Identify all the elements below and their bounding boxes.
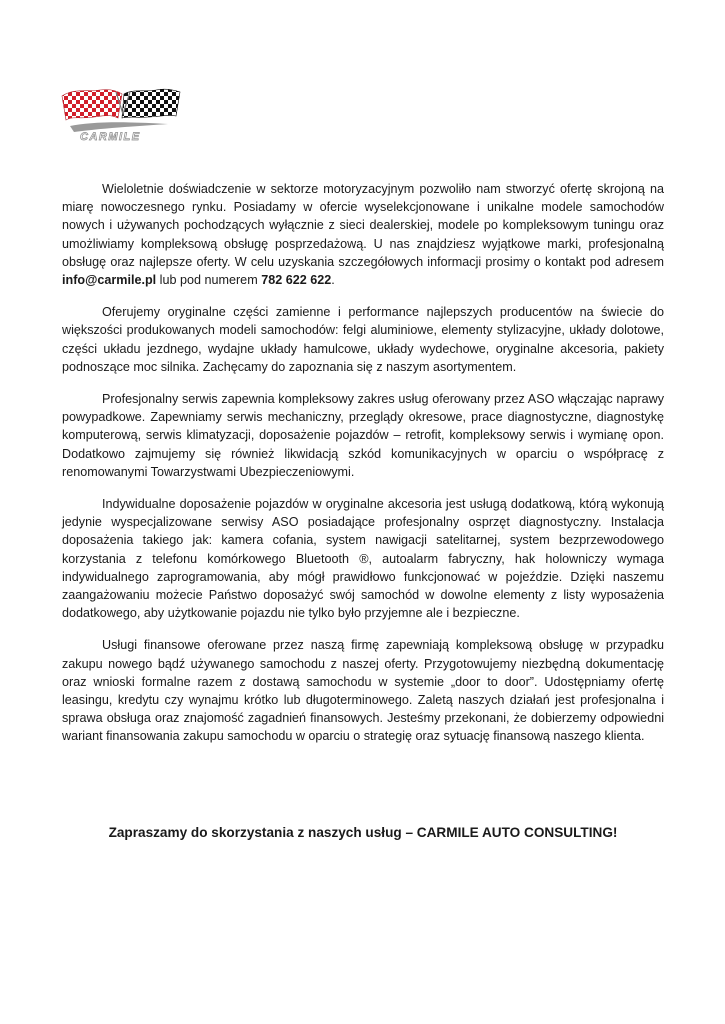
- paragraph-accessories: Indywidualne doposażenie pojazdów w oryginalne akcesoria jest usługą dodatkową, którą wykonują jedynie wyspecjalizowane serwisy ASO posiadające profesjonalny osprzęt diagnostyczny. Instalacja doposażenia takiego jak: kamera cofania, system nawigacji satelitarnej, system bezprzewodowego korzystania z telefonu komórkowego Bluetooth ®, autoalarm fabryczny, hak holowniczy wymaga indywidualnego zaprogramowania, aby mógł prawidłowo funkcjonować w pojeździe. Dzięki naszemu zaangażowaniu możecie Państwo doposażyć swój samochód w dowolne elementy z listy wyposażenia dodatkowego, aby użytkowanie pojazdu nie tylko było przyjemne ale i bezpieczne.: [62, 497, 664, 621]
- intro-text: Wieloletnie doświadczenie w sektorze motoryzacyjnym pozwoliło nam stworzyć ofertę skrojoną na miarę nowoczesnego rynku. Posiadamy w ofercie wyselekcjonowane i unikalne modele samochodów nowych i używanych pochodzących wyłącznie z sieci dealerskiej, modele po kompleksowym tuningu oraz umożliwiamy kompleksową obsługę posprzedażową. U nas znajdziesz wyjątkowe marki, profesjonalną obsługę oraz najlepsze oferty. W celu uzyskania szczegółowych informacji prosimy o kontakt pod adresem: [62, 182, 664, 269]
- contact-email: info@carmile.pl: [62, 273, 157, 288]
- logo-wordmark: CARMILE: [80, 131, 141, 143]
- paragraph-finance: Usługi finansowe oferowane przez naszą firmę zapewniają kompleksową obsługę w przypadku zakupu nowego bądź używanego samochodu z naszej oferty. Przygotowujemy niezbędną dokumentację oraz wnioski formalne razem z dostawą samochodu w systemie „door to door”. Udostępniamy ofertę leasingu, kredytu czy wynajmu krótko lub długoterminowego. Zaletą naszych działań jest profesjonalna i sprawa obsługa oraz znajomość zagadnień finansowych. Jesteśmy przekonani, że dobierzemy odpowiedni wariant finansowania zakupu samochodu w oparciu o strategię oraz sytuację finansową naszego klienta.: [62, 638, 664, 744]
- contact-phone: 782 622 622: [261, 273, 332, 288]
- paragraph-parts: Oferujemy oryginalne części zamienne i performance najlepszych producentów na świecie do większości produkowanych modeli samochodów: felgi aluminiowe, elementy stylizacyjne, układy dolotowe, części układu jezdnego, wydajne układy hamulcowe, układy wydechowe, oryginalne akcesoria, pakiety podnoszące moc silnika. Zachęcamy do zapoznania się z naszym asortymentem.: [62, 305, 664, 374]
- carmile-logo: [60, 84, 184, 146]
- closing-statement: Zapraszamy do skorzystania z naszych usług – CARMILE AUTO CONSULTING!: [108, 825, 618, 840]
- body-text: [62, 180, 664, 746]
- paragraph-service: Profesjonalny serwis zapewnia kompleksowy zakres usług oferowany przez ASO włączając naprawy powypadkowe. Zapewniamy serwis mechaniczny, przeglądy okresowe, prace diagnostyczne, diagnostykę komputerową, serwis klimatyzacji, doposażenie pojazdów – retrofit, kompleksowy serwis i wymianę opon. Dodatkowo zajmujemy się również likwidacją szkód komunikacyjnych w oparciu o współpracę z renomowanymi Towarzystwami Ubezpieczeniowymi.: [62, 392, 664, 479]
- paragraph-intro: [62, 180, 664, 289]
- intro-text-middle: lub pod numerem: [156, 273, 262, 288]
- checkered-flags-icon: [60, 84, 184, 146]
- intro-text-end: .: [331, 273, 335, 288]
